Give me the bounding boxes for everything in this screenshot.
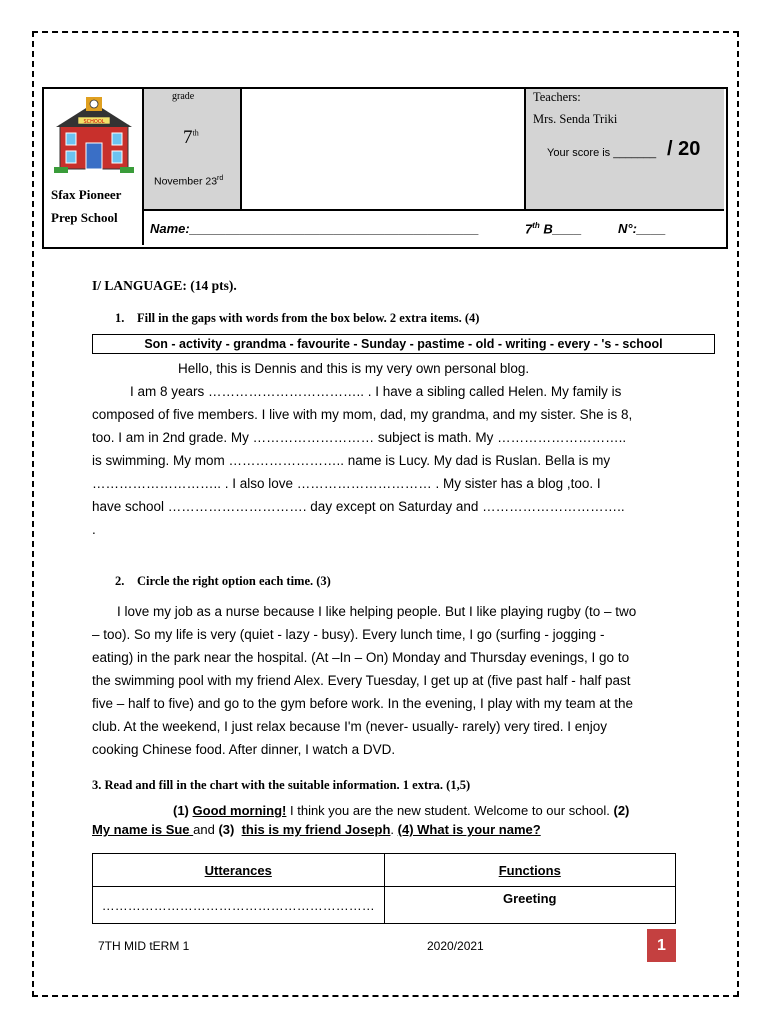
page-number: 1 <box>647 929 676 962</box>
school-cell <box>44 89 144 245</box>
q2-title: Circle the right option each time. (3) <box>137 574 331 588</box>
school-name-line2: Prep School <box>51 210 118 225</box>
blank-cell <box>242 89 526 209</box>
grade-value: 7th <box>183 127 199 148</box>
q1-line: is swimming. My mom …………………….. name is Lucy. My dad is Ruslan. Bella is my <box>92 453 611 468</box>
q2-line: I love my job as a nurse because I like helping people. But I like playing rugby (to – two <box>117 604 637 619</box>
name-field[interactable]: Name:________________________________________ <box>150 221 479 236</box>
utterance-chart <box>92 853 676 924</box>
section-title: I/ LANGUAGE: (14 pts). <box>92 278 237 293</box>
q1-line: . <box>92 522 96 537</box>
word-box: Son - activity - grandma - favourite - Sunday - pastime - old - writing - every - 's - school <box>92 334 715 354</box>
q1-number: 1. <box>115 311 125 325</box>
q1-line: too. I am in 2nd grade. My ……………………… subject is math. My ……………………….. <box>92 430 627 445</box>
header-table <box>42 87 728 249</box>
q1-line: I am 8 years …………………………….. . I have a sibling called Helen. My family is <box>130 384 622 399</box>
footer-year: 2020/2021 <box>427 939 484 953</box>
q2-line: – too). So my life is very (quiet - lazy - busy). Every lunch time, I go (surfing - jogging - <box>92 627 605 642</box>
q2-line: cooking Chinese food. After dinner, I watch a DVD. <box>92 742 396 757</box>
score-total: / 20 <box>667 138 701 160</box>
q1-title: Fill in the gaps with words from the box below. 2 extra items. (4) <box>137 311 480 325</box>
chart-header: Functions <box>384 854 676 887</box>
q2-line: club. At the weekend, I just relax because I'm (never- usually- rarely) very tired. I enjoy <box>92 719 608 734</box>
score-label: Your score is _______ <box>547 147 657 159</box>
utterance-answer-field[interactable]: ……………………………………………………… <box>93 887 385 924</box>
grade-cell <box>144 89 242 209</box>
class-field[interactable]: 7th B____ <box>525 221 582 237</box>
teachers-label: Teachers: <box>533 90 581 104</box>
q2-line: the swimming pool with my friend Alex. Every Tuesday, I get up at (five past half - half past <box>92 673 631 688</box>
q3-dialogue-line1: (1) Good morning! I think you are the new student. Welcome to our school. (2) <box>173 803 630 818</box>
q3-dialogue-line2: My name is Sue and (3) this is my friend Joseph. (4) What is your name? <box>92 822 541 837</box>
function-cell: Greeting <box>384 887 676 924</box>
exam-date: November 23rd <box>154 175 224 188</box>
q2-line: eating) in the park near the hospital. (At –In – On) Monday and Thursday evenings, I go to <box>92 650 630 665</box>
q2-line: five – half to five) and go to the gym before work. In the evening, I play with my team at the <box>92 696 634 711</box>
q2-number: 2. <box>115 574 125 588</box>
school-name-line1: Sfax Pioneer <box>51 187 122 202</box>
footer-left: 7TH MID tERM 1 <box>98 939 190 953</box>
q1-line: ……………………….. . I also love ………………………… . My sister has a blog ,too. I <box>92 476 601 491</box>
number-field[interactable]: N°:____ <box>618 221 666 236</box>
chart-header: Utterances <box>93 854 385 887</box>
q3-title: 3. Read and fill in the chart with the suitable information. 1 extra. (1,5) <box>92 778 471 792</box>
teachers-cell <box>526 89 724 209</box>
name-row <box>144 209 724 245</box>
q1-line: Hello, this is Dennis and this is my very own personal blog. <box>178 361 530 376</box>
q1-line: composed of five members. I live with my mom, dad, my grandma, and my sister. She is 8, <box>92 407 633 422</box>
q1-line: have school …………………………. day except on Saturday and ………………………….. <box>92 499 625 514</box>
school-building-icon <box>52 95 136 173</box>
logo-text: SCHOOL <box>83 119 105 125</box>
grade-label: grade <box>172 91 195 102</box>
teacher-name: Mrs. Senda Triki <box>533 112 618 126</box>
